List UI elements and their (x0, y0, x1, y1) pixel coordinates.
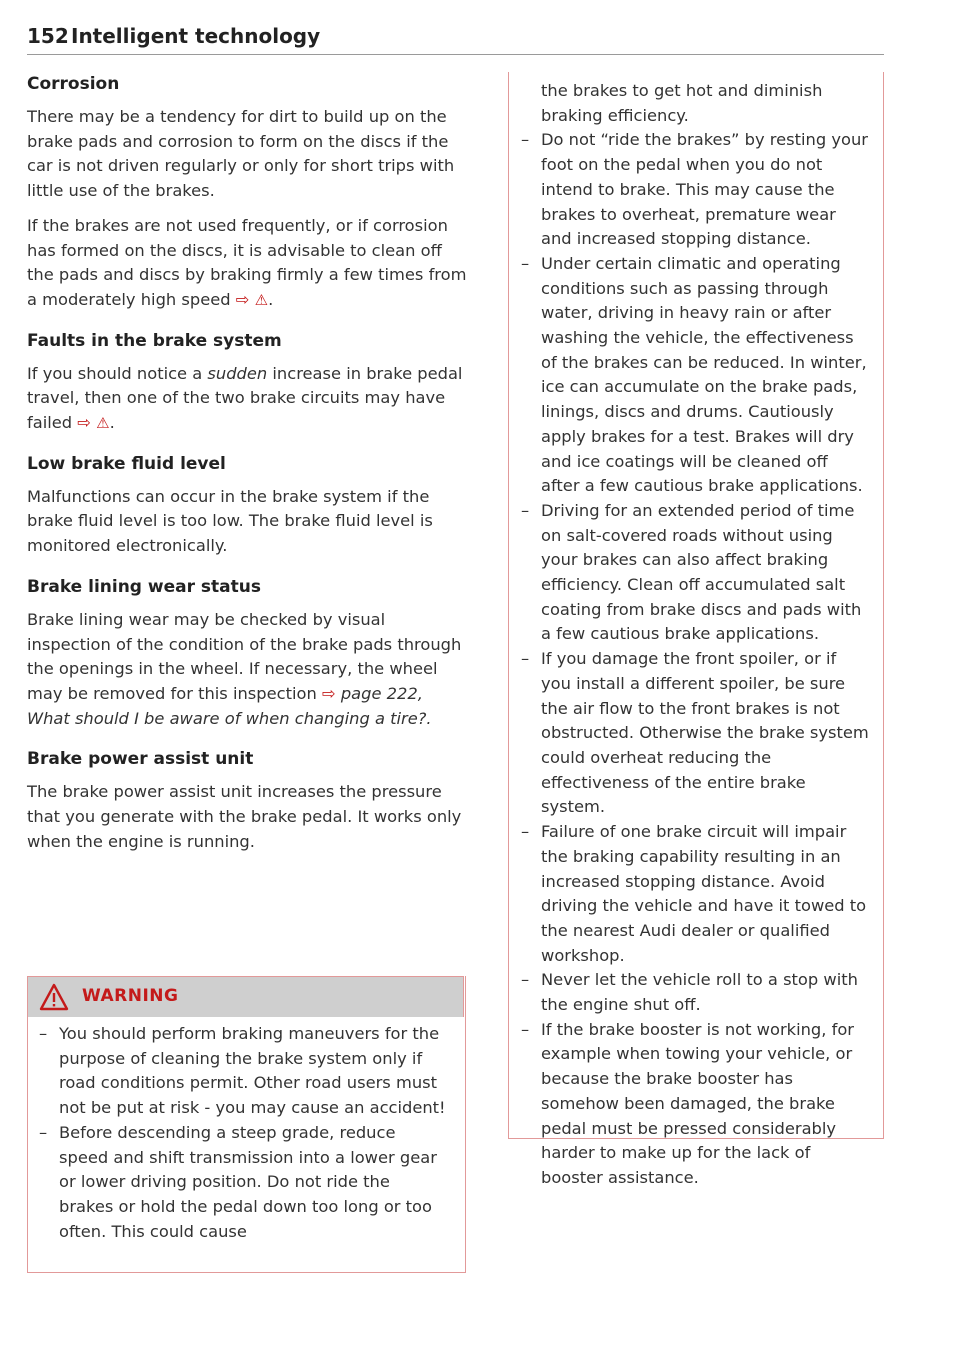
warning-triangle-icon: ⚠ (254, 290, 269, 309)
warning-triangle-icon: ⚠ (96, 414, 110, 433)
heading-assist: Brake power assist unit (27, 749, 254, 770)
paragraph-assist: The brake power assist unit increases the pressure that you generate with the brake pedal. It works only when the engine is running. (27, 782, 462, 851)
paragraph-corrosion-2: If the brakes are not used frequently, or if corrosion has formed on the discs, it is advisable to clean off the pads and discs by braking firmly a few times from a moderately high speed ⇨ ⚠. (27, 215, 467, 309)
faults-text-emphasis: sudden (207, 363, 268, 383)
warning-item: – Failure of one brake circuit will impair the braking capability resulting in an increased stopping distance. Avoid driving the vehicle and have it towed to the nearest Audi dealer or qualified workshop. (519, 820, 871, 968)
warning-item: – If you damage the front spoiler, or if you install a different spoiler, be sure the air flow to the front brakes is not obstructed. Otherwise the brake system could overheat reducing the effectiveness of the entire brake system. (519, 647, 871, 820)
warning-list-right (519, 79, 871, 1191)
paragraph-lining (27, 608, 467, 732)
section-title: Intelligent technology (71, 24, 321, 48)
arrow-icon: ⇨ (235, 289, 250, 309)
arrow-icon: ⇨ (321, 683, 336, 703)
page-header (27, 24, 884, 55)
arrow-icon: ⇨ (77, 413, 91, 433)
warning-item: – Never let the vehicle roll to a stop with the engine shut off. (519, 968, 871, 1017)
warning-item: – Before descending a steep grade, reduce speed and shift transmission into a lower gear or lower driving position. Do not ride the brakes or hold the pedal down too long or too often. This could cause (37, 1121, 449, 1245)
warning-item: – You should perform braking maneuvers for the purpose of cleaning the brake system only if road conditions permit. Other road users must not be put at risk - you may cause an accident! (37, 1022, 449, 1121)
page-number: 152 (27, 24, 69, 48)
warning-list-left (37, 1022, 449, 1244)
heading-corrosion: Corrosion (27, 74, 120, 94)
heading-lining: Brake lining wear status (27, 576, 261, 597)
faults-text-a: If you should notice a (27, 363, 208, 383)
warning-item: – If the brake booster is not working, for example when towing your vehicle, or because the brake booster has somehow been damaged, the brake pedal must be pressed considerably harder to make up for the lack of booster assistance. (519, 1018, 871, 1191)
warning-item: – Driving for an extended period of time on salt-covered roads without using your brakes can also affect braking efficiency. Clean off accumulated salt coating from brake discs and pads with a few cautious brake applications. (519, 499, 871, 647)
heading-faults: Faults in the brake system (27, 330, 282, 351)
left-column (27, 72, 467, 864)
faults-text-b: increase in brake pedal travel, then one of the two brake circuits may have failed (27, 363, 463, 433)
page-reference-link[interactable]: page 222, What should I be aware of when changing a tire?. (27, 683, 432, 728)
warning-item-continuation: the brakes to get hot and diminish braking efficiency. (541, 81, 823, 125)
heading-fluid: Low brake fluid level (27, 453, 226, 474)
paragraph-fluid: Malfunctions can occur in the brake system if the brake fluid level is too low. The brake fluid level is monitored electronically. (27, 486, 433, 556)
warning-item: – Under certain climatic and operating conditions such as passing through water, driving in heavy rain or after washing the vehicle, the effectiveness of the brakes can be reduced. In winter, ice can accumulate on the brake pads, linings, discs and drums. Cautiously apply brakes for a test. Brakes will dry and ice coatings will be cleaned off after a few cautious brake applications. (519, 252, 871, 499)
warning-item: – Do not “ride the brakes” by resting your foot on the pedal when you do not intend to brake. This may cause the brakes to overheat, premature wear and increased stopping distance. (519, 128, 871, 252)
lining-text: Brake lining wear may be checked by visual inspection of the condition of the brake pads through the openings in the wheel. If necessary, the wheel may be removed for this inspection (27, 609, 462, 703)
paragraph-faults: If you should notice a sudden increase in brake pedal travel, then one of the two brake circuits may have failed ⇨ ⚠. (27, 363, 463, 433)
paragraph-corrosion-2-text: If the brakes are not used frequently, or if corrosion has formed on the discs, it is advisable to clean off the pads and discs by braking firmly a few times from a moderately high speed (27, 215, 467, 309)
warning-label: WARNING (82, 986, 179, 1006)
paragraph-corrosion-1: There may be a tendency for dirt to build up on the brake pads and corrosion to form on the discs if the car is not driven regularly or only for short trips with little use of the brakes. (27, 107, 455, 201)
